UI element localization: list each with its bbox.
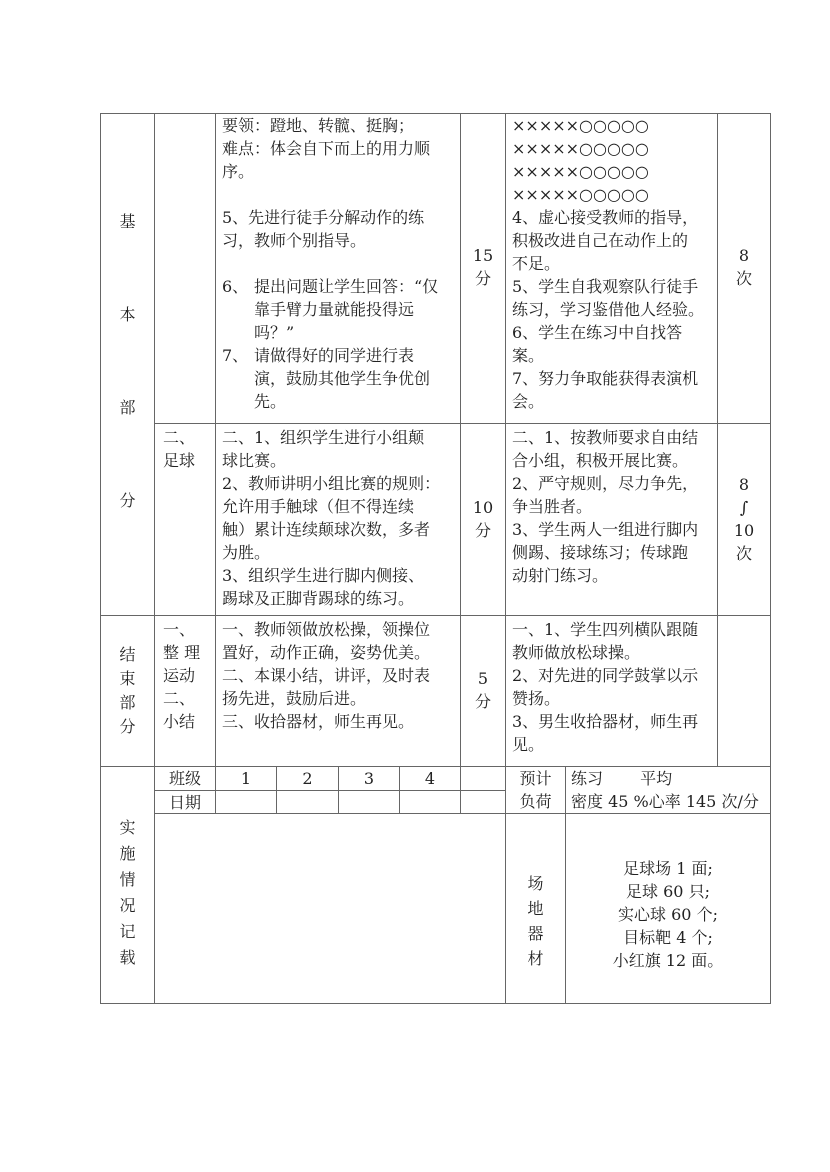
text-line: 2、对先进的同学鼓掌以示 xyxy=(512,666,699,685)
text-line: 分 xyxy=(474,692,491,711)
record-notes-cell xyxy=(154,813,506,1004)
text-line: 15 xyxy=(472,246,494,265)
date-1-cell xyxy=(215,790,277,814)
label-char: 分 xyxy=(119,491,136,510)
text-line: 动射门练习。 xyxy=(512,566,609,585)
label-char: 基 xyxy=(119,212,136,231)
text-line: 见。 xyxy=(512,735,545,754)
text-line: ×××××○○○○○ xyxy=(512,116,649,135)
text-line: 二、本课小结，讲评，及时表 xyxy=(222,666,431,685)
label-char: 施 xyxy=(119,844,136,863)
text-line: 6、学生在练习中自找答 xyxy=(512,323,683,342)
text-line: 负荷 xyxy=(519,792,552,811)
text-line: 8 xyxy=(738,246,750,265)
label-char: 分 xyxy=(119,717,136,736)
date-3-cell xyxy=(338,790,400,814)
text-line: ×××××○○○○○ xyxy=(512,139,649,158)
label-char: 情 xyxy=(119,870,136,889)
text-line: 2、教师讲明小组比赛的规则： xyxy=(222,474,441,493)
item-number: 6、 xyxy=(222,277,249,296)
text-block xyxy=(222,206,438,275)
text-line: 球比赛。 xyxy=(222,451,287,470)
text-line: 演，鼓励其他学生争优创 xyxy=(254,369,431,388)
text-line: 3、组织学生进行脚内侧接、 xyxy=(222,566,425,585)
text-line: 预计 xyxy=(519,769,552,788)
text-line: 整 理 xyxy=(163,643,201,662)
basic-row2-count xyxy=(717,473,771,565)
end-time xyxy=(460,667,506,713)
date-4-cell xyxy=(399,790,461,814)
text-line: 5 xyxy=(477,669,489,688)
text-line: 二、 xyxy=(163,689,196,708)
text-line: 7、努力争取能获得表演机 xyxy=(512,369,699,388)
venue-label xyxy=(505,872,566,970)
text-line: 5、先进行徒手分解动作的练 xyxy=(222,208,425,227)
text-line: 3、学生两人一组进行脚内 xyxy=(512,520,699,539)
text-line: 练习，学习鉴借他人经验。 xyxy=(512,300,705,319)
text-line: 8 xyxy=(738,475,750,494)
load-value xyxy=(571,767,759,813)
text-line: 运动 xyxy=(163,666,196,685)
label-char: 场 xyxy=(527,874,544,893)
text-line: 侧踢、接球练习；传球跑 xyxy=(512,543,689,562)
basic-row1-student-text xyxy=(512,114,704,413)
text-line: 合小组，积极开展比赛。 xyxy=(512,451,689,470)
text-line: 3、男生收拾器材，师生再 xyxy=(512,712,699,731)
date-label: 日期 xyxy=(168,793,201,812)
text-line: 目标靶 4 个; xyxy=(623,928,713,947)
text-line: 分 xyxy=(474,269,491,288)
text-line: 足球场 1 面; xyxy=(623,859,713,878)
text-line: 吗？” xyxy=(254,323,295,342)
text-line: ∫ xyxy=(739,498,749,517)
class-3: 3 xyxy=(363,769,375,788)
class-4: 4 xyxy=(424,769,436,788)
label-char: 本 xyxy=(119,305,136,324)
text-line: 序。 xyxy=(222,162,255,181)
text-line xyxy=(222,183,438,206)
text-line: 提出问题让学生回答：“仅 xyxy=(254,277,439,296)
text-line: 足球 60 只; xyxy=(626,882,710,901)
label-char: 结 xyxy=(119,645,136,664)
text-line: 实心球 60 个; xyxy=(618,905,718,924)
text-line: 置好，动作正确，姿势优美。 xyxy=(222,643,431,662)
class-2: 2 xyxy=(302,769,313,788)
item-number: 7、 xyxy=(222,346,249,365)
text-line: 为胜。 xyxy=(222,543,271,562)
text-line: 5、学生自我观察队行徒手 xyxy=(512,277,699,296)
text-line: 练习 平均 xyxy=(571,769,673,788)
label-char: 记 xyxy=(119,922,136,941)
text-line: 赞扬。 xyxy=(512,689,561,708)
class-1: 1 xyxy=(240,769,252,788)
text-line: 次 xyxy=(735,544,752,563)
text-line: 足球 xyxy=(163,451,196,470)
text-line: 二、 xyxy=(163,428,196,447)
text-line: 密度 45 %心率 145 次/分 xyxy=(571,792,759,811)
text-line: 难点：体会自下而上的用力顺 xyxy=(222,139,431,158)
text-line: 分 xyxy=(474,521,491,540)
end-content xyxy=(163,618,200,733)
basic-row2-student-text xyxy=(512,426,698,587)
text-line: 靠手臂力量就能投得远 xyxy=(254,300,415,319)
text-line: 小红旗 12 面。 xyxy=(612,951,724,970)
basic-row1-teacher-text xyxy=(222,114,438,413)
item-lines xyxy=(254,344,430,413)
record-section-label xyxy=(100,816,155,969)
label-char: 部 xyxy=(119,693,136,712)
label-char: 器 xyxy=(527,924,544,943)
text-line: 次 xyxy=(735,269,752,288)
text-line: ×××××○○○○○ xyxy=(512,185,649,204)
text-line: ×××××○○○○○ xyxy=(512,162,649,181)
text-block xyxy=(222,275,438,344)
class-label: 班级 xyxy=(168,769,201,788)
text-line: 扬先进，鼓励后进。 xyxy=(222,689,367,708)
text-line: 要领：蹬地、转髋、挺胸； xyxy=(222,116,415,135)
text-line: 不足。 xyxy=(512,254,561,273)
date-2-cell xyxy=(276,790,339,814)
load-label xyxy=(505,767,566,813)
text-line: 4、虚心接受教师的指导， xyxy=(512,208,699,227)
basic-row1-time xyxy=(460,244,506,290)
text-line: 案。 xyxy=(512,346,545,365)
label-char: 况 xyxy=(119,896,136,915)
date-5-cell xyxy=(460,790,506,814)
text-line: 允许用手触球（但不得连续 xyxy=(222,497,415,516)
label-char: 束 xyxy=(119,669,136,688)
basic-row1-count xyxy=(717,244,771,290)
end-teacher-text xyxy=(222,618,430,733)
label-char: 载 xyxy=(119,948,136,967)
text-line: 10 xyxy=(733,521,755,540)
text-line: 一、 xyxy=(163,620,196,639)
text-line: 先。 xyxy=(254,392,287,411)
end-section-label xyxy=(100,643,155,738)
text-line: 触）累计连续颠球次数，多者 xyxy=(222,520,431,539)
end-student-text xyxy=(512,618,698,756)
text-line: 请做得好的同学进行表 xyxy=(254,346,415,365)
text-line: 二、1、组织学生进行小组颠 xyxy=(222,428,425,447)
item-lines xyxy=(254,275,438,344)
basic-section-label xyxy=(100,210,155,512)
text-line: 三、收拾器材，师生再见。 xyxy=(222,712,415,731)
text-line: 10 xyxy=(472,498,494,517)
label-char: 部 xyxy=(119,398,136,417)
basic-row1-content-cell xyxy=(154,113,216,424)
text-block xyxy=(222,344,438,413)
text-block xyxy=(222,114,438,206)
class-5-cell xyxy=(460,766,506,791)
text-line: 二、1、按教师要求自由结 xyxy=(512,428,699,447)
text-line: 习，教师个别指导。 xyxy=(222,231,367,250)
text-line: 一、教师领做放松操，领操位 xyxy=(222,620,431,639)
label-char: 地 xyxy=(527,899,544,918)
end-count-cell xyxy=(717,615,771,767)
text-line: 争当胜者。 xyxy=(512,497,593,516)
equipment-list xyxy=(565,857,771,972)
text-line: 2、严守规则，尽力争先， xyxy=(512,474,699,493)
text-line: 踢球及正脚背踢球的练习。 xyxy=(222,589,415,608)
basic-row2-content xyxy=(163,426,195,472)
text-line: 积极改进自己在动作上的 xyxy=(512,231,689,250)
label-char: 材 xyxy=(527,949,544,968)
text-line: 会。 xyxy=(512,392,545,411)
text-line: 一、1、学生四列横队跟随 xyxy=(512,620,699,639)
text-line xyxy=(222,252,438,275)
basic-row2-teacher-text xyxy=(222,426,440,610)
label-char: 实 xyxy=(119,818,136,837)
text-line: 小结 xyxy=(163,712,196,731)
basic-row2-time xyxy=(460,496,506,542)
text-line: 教师做放松球操。 xyxy=(512,643,641,662)
